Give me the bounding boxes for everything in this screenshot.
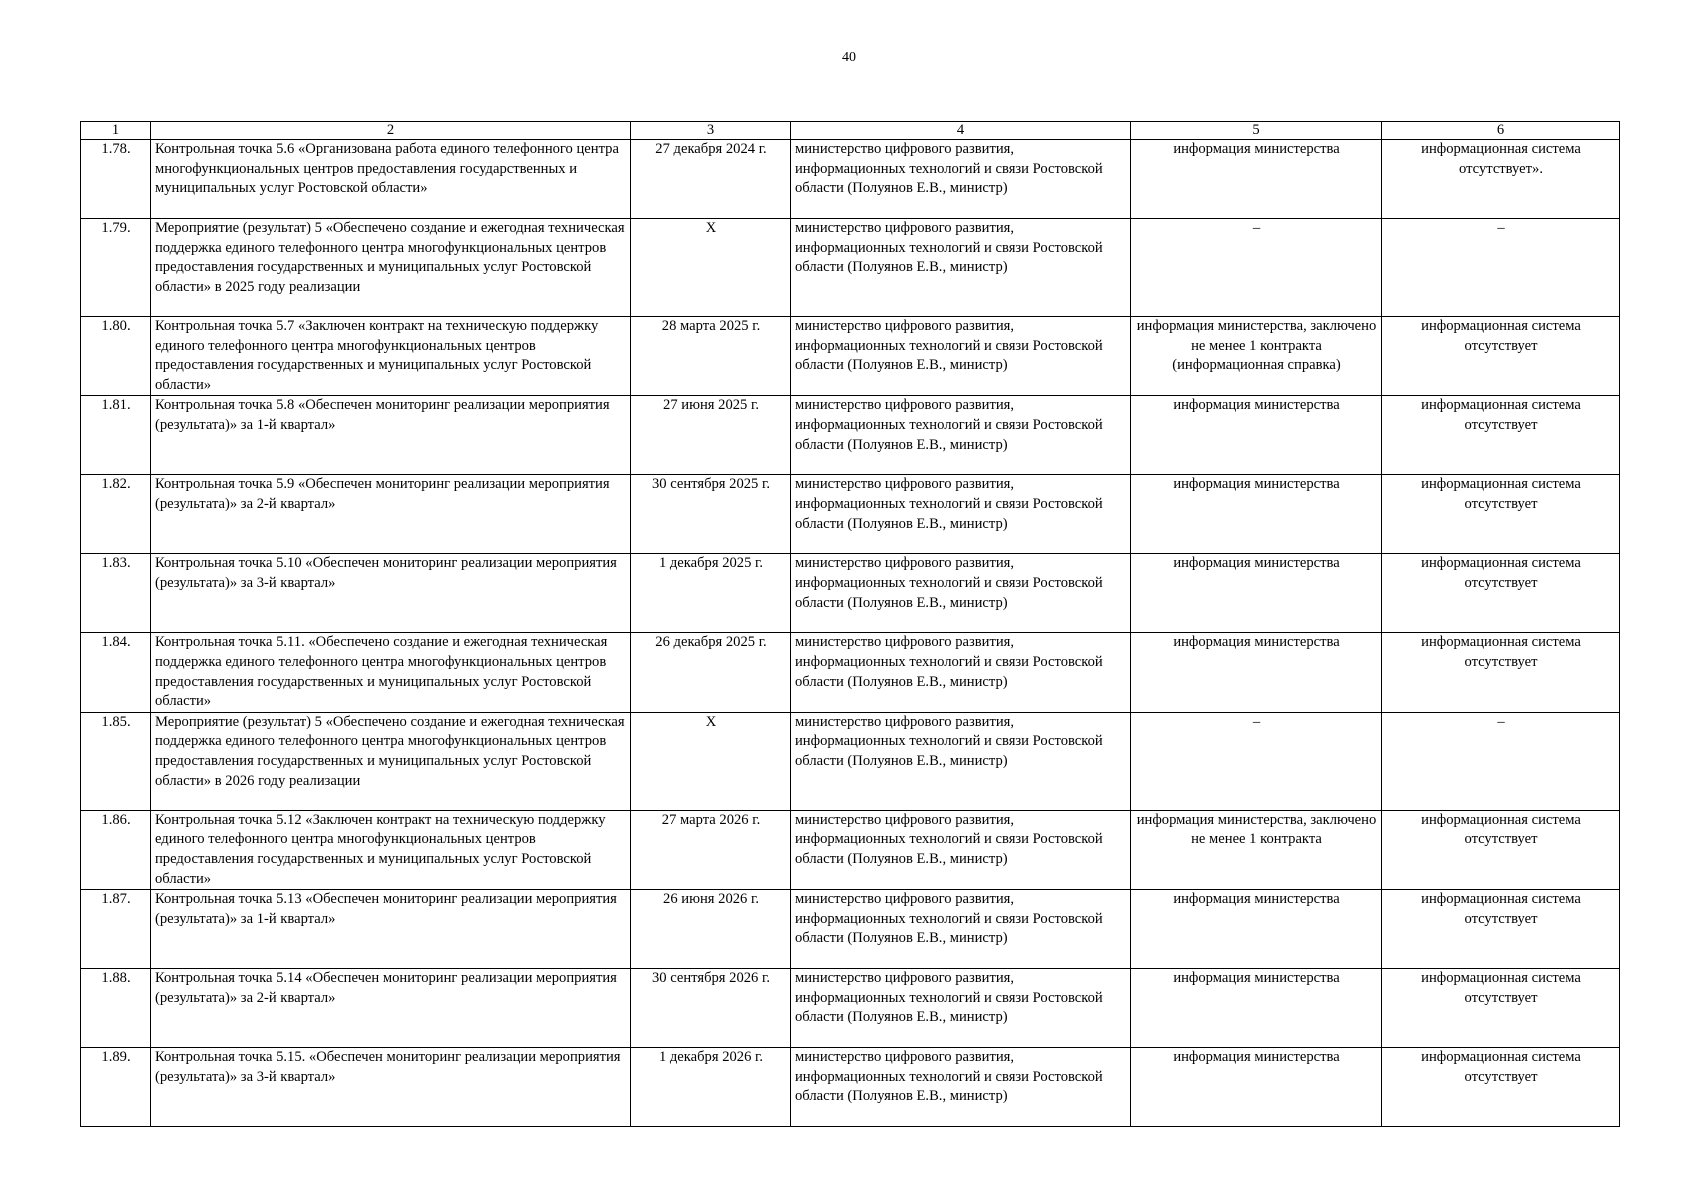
table-row	[81, 969, 1620, 1048]
row-title: Контрольная точка 5.13 «Обеспечен мониторинг реализации мероприятия (результата)» за 1-й квартал»	[151, 890, 631, 969]
table-row	[81, 140, 1620, 219]
row-system: информационная система отсутствует	[1382, 1048, 1620, 1127]
column-header: 1	[81, 122, 151, 140]
row-system: –	[1382, 219, 1620, 317]
row-title: Контрольная точка 5.8 «Обеспечен мониторинг реализации мероприятия (результата)» за 1-й квартал»	[151, 396, 631, 475]
row-responsible: министерство цифрового развития, информационных технологий и связи Ростовской области (Полуянов Е.В., министр)	[791, 554, 1131, 633]
table-header-row	[81, 122, 1620, 140]
row-document: информация министерства	[1131, 396, 1382, 475]
table-row	[81, 1048, 1620, 1127]
row-number: 1.81.	[81, 396, 151, 475]
row-responsible: министерство цифрового развития, информационных технологий и связи Ростовской области (Полуянов Е.В., министр)	[791, 810, 1131, 889]
table-row	[81, 396, 1620, 475]
row-title: Контрольная точка 5.15. «Обеспечен мониторинг реализации мероприятия (результата)» за 3-й квартал»	[151, 1048, 631, 1127]
table-row	[81, 633, 1620, 712]
table-row	[81, 810, 1620, 889]
row-document: информация министерства	[1131, 890, 1382, 969]
row-number: 1.79.	[81, 219, 151, 317]
column-header: 6	[1382, 122, 1620, 140]
row-date: 27 марта 2026 г.	[631, 810, 791, 889]
table-row	[81, 317, 1620, 396]
row-date: Х	[631, 219, 791, 317]
row-title: Контрольная точка 5.6 «Организована работа единого телефонного центра многофункциональных центров предоставления государственных и муниципальных услуг Ростовской области»	[151, 140, 631, 219]
row-number: 1.83.	[81, 554, 151, 633]
row-document: информация министерства, заключено не менее 1 контракта (информационная справка)	[1131, 317, 1382, 396]
table-row	[81, 475, 1620, 554]
row-document: информация министерства	[1131, 475, 1382, 554]
row-system: –	[1382, 712, 1620, 810]
column-header: 2	[151, 122, 631, 140]
plan-table	[80, 121, 1620, 1127]
row-title: Контрольная точка 5.12 «Заключен контракт на техническую поддержку единого телефонного центра многофункциональных центров предоставления государственных и муниципальных услуг Ростовской области»	[151, 810, 631, 889]
row-number: 1.85.	[81, 712, 151, 810]
row-responsible: министерство цифрового развития, информационных технологий и связи Ростовской области (Полуянов Е.В., министр)	[791, 475, 1131, 554]
row-responsible: министерство цифрового развития, информационных технологий и связи Ростовской области (Полуянов Е.В., министр)	[791, 317, 1131, 396]
row-document: информация министерства	[1131, 140, 1382, 219]
row-title: Контрольная точка 5.9 «Обеспечен мониторинг реализации мероприятия (результата)» за 2-й квартал»	[151, 475, 631, 554]
row-system: информационная система отсутствует	[1382, 810, 1620, 889]
row-date: 26 июня 2026 г.	[631, 890, 791, 969]
row-document: информация министерства	[1131, 1048, 1382, 1127]
row-number: 1.82.	[81, 475, 151, 554]
row-title: Контрольная точка 5.10 «Обеспечен мониторинг реализации мероприятия (результата)» за 3-й квартал»	[151, 554, 631, 633]
row-title: Контрольная точка 5.7 «Заключен контракт на техническую поддержку единого телефонного центра многофункциональных центров предоставления государственных и муниципальных услуг Ростовской области»	[151, 317, 631, 396]
page-number: 40	[842, 50, 856, 65]
row-number: 1.80.	[81, 317, 151, 396]
row-system: информационная система отсутствует	[1382, 475, 1620, 554]
row-document: информация министерства	[1131, 633, 1382, 712]
row-number: 1.89.	[81, 1048, 151, 1127]
row-date: 1 декабря 2025 г.	[631, 554, 791, 633]
row-date: 30 сентября 2026 г.	[631, 969, 791, 1048]
column-header: 5	[1131, 122, 1382, 140]
row-date: 27 июня 2025 г.	[631, 396, 791, 475]
row-responsible: министерство цифрового развития, информационных технологий и связи Ростовской области (Полуянов Е.В., министр)	[791, 633, 1131, 712]
table-row	[81, 219, 1620, 317]
row-responsible: министерство цифрового развития, информационных технологий и связи Ростовской области (Полуянов Е.В., министр)	[791, 1048, 1131, 1127]
row-number: 1.78.	[81, 140, 151, 219]
row-title: Контрольная точка 5.14 «Обеспечен мониторинг реализации мероприятия (результата)» за 2-й квартал»	[151, 969, 631, 1048]
row-responsible: министерство цифрового развития, информационных технологий и связи Ростовской области (Полуянов Е.В., министр)	[791, 219, 1131, 317]
row-title: Мероприятие (результат) 5 «Обеспечено создание и ежегодная техническая поддержка единого телефонного центра многофункциональных центров предоставления государственных и муниципальных услуг Ростовской области» в 2026 году реализации	[151, 712, 631, 810]
row-system: информационная система отсутствует	[1382, 554, 1620, 633]
row-responsible: министерство цифрового развития, информационных технологий и связи Ростовской области (Полуянов Е.В., министр)	[791, 890, 1131, 969]
row-title: Мероприятие (результат) 5 «Обеспечено создание и ежегодная техническая поддержка единого телефонного центра многофункциональных центров предоставления государственных и муниципальных услуг Ростовской области» в 2025 году реализации	[151, 219, 631, 317]
row-system: информационная система отсутствует	[1382, 633, 1620, 712]
row-date: 30 сентября 2025 г.	[631, 475, 791, 554]
row-system: информационная система отсутствует	[1382, 396, 1620, 475]
row-number: 1.87.	[81, 890, 151, 969]
row-document: –	[1131, 712, 1382, 810]
row-responsible: министерство цифрового развития, информационных технологий и связи Ростовской области (Полуянов Е.В., министр)	[791, 969, 1131, 1048]
row-responsible: министерство цифрового развития, информационных технологий и связи Ростовской области (Полуянов Е.В., министр)	[791, 712, 1131, 810]
row-system: информационная система отсутствует	[1382, 969, 1620, 1048]
row-document: информация министерства, заключено не менее 1 контракта	[1131, 810, 1382, 889]
row-system: информационная система отсутствует».	[1382, 140, 1620, 219]
row-title: Контрольная точка 5.11. «Обеспечено создание и ежегодная техническая поддержка единого телефонного центра многофункциональных центров предоставления государственных и муниципальных услуг Ростовской области»	[151, 633, 631, 712]
column-header: 4	[791, 122, 1131, 140]
row-responsible: министерство цифрового развития, информационных технологий и связи Ростовской области (Полуянов Е.В., министр)	[791, 140, 1131, 219]
row-document: информация министерства	[1131, 554, 1382, 633]
row-system: информационная система отсутствует	[1382, 317, 1620, 396]
row-date: 26 декабря 2025 г.	[631, 633, 791, 712]
column-header: 3	[631, 122, 791, 140]
table-row	[81, 712, 1620, 810]
row-date: 28 марта 2025 г.	[631, 317, 791, 396]
row-number: 1.84.	[81, 633, 151, 712]
row-date: Х	[631, 712, 791, 810]
row-date: 1 декабря 2026 г.	[631, 1048, 791, 1127]
row-number: 1.88.	[81, 969, 151, 1048]
row-document: –	[1131, 219, 1382, 317]
row-system: информационная система отсутствует	[1382, 890, 1620, 969]
row-document: информация министерства	[1131, 969, 1382, 1048]
table-row	[81, 890, 1620, 969]
table-row	[81, 554, 1620, 633]
row-date: 27 декабря 2024 г.	[631, 140, 791, 219]
row-number: 1.86.	[81, 810, 151, 889]
row-responsible: министерство цифрового развития, информационных технологий и связи Ростовской области (Полуянов Е.В., министр)	[791, 396, 1131, 475]
